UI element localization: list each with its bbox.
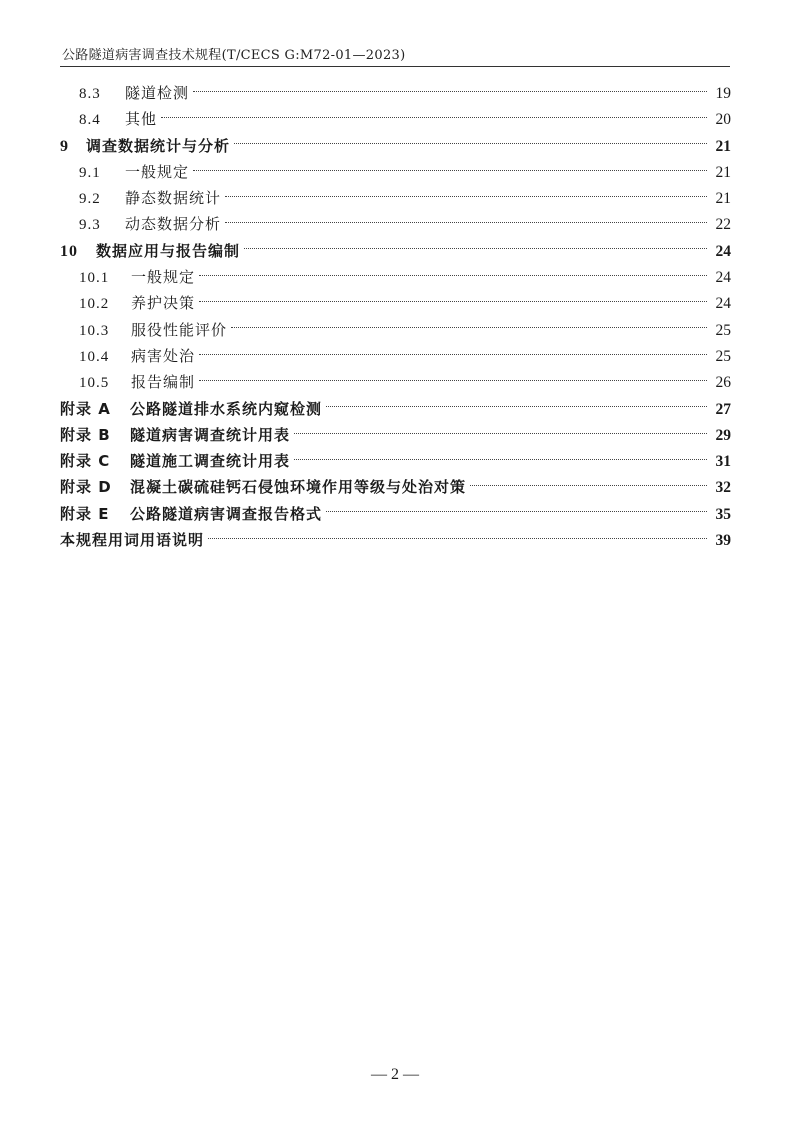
toc-entry-page: 39 bbox=[715, 532, 731, 550]
toc-entry-number: 10.3 bbox=[79, 322, 110, 339]
toc-entry-page: 26 bbox=[715, 374, 731, 392]
toc-entry[interactable] bbox=[60, 450, 731, 476]
toc-entry-title: 服役性能评价 bbox=[131, 320, 228, 339]
toc-entry-title: 隧道检测 bbox=[125, 84, 190, 102]
toc-entry[interactable] bbox=[60, 529, 731, 555]
toc-entry-title: 静态数据统计 bbox=[125, 189, 222, 208]
dot-leader bbox=[234, 143, 707, 144]
toc-entry-number: 附录 E bbox=[60, 504, 110, 523]
running-header: 公路隧道病害调查技术规程(T/CECS G:M72-01—2023) bbox=[62, 48, 406, 63]
toc-entry-title: 数据应用与报告编制 bbox=[96, 241, 241, 260]
toc-entry-page: 21 bbox=[715, 163, 731, 181]
toc-entry-title: 养护决策 bbox=[131, 294, 196, 313]
header-rule bbox=[60, 66, 730, 67]
toc-entry[interactable] bbox=[60, 476, 731, 502]
toc-entry-page: 29 bbox=[715, 426, 731, 444]
toc-entry-number: 10.5 bbox=[79, 375, 110, 392]
toc-entry-title: 隧道病害调查统计用表 bbox=[130, 425, 291, 444]
dot-leader bbox=[199, 301, 707, 302]
toc-entry[interactable] bbox=[60, 398, 731, 424]
toc-entry-number: 8.4 bbox=[79, 112, 101, 129]
toc-entry-page: 35 bbox=[715, 505, 731, 523]
toc-entry-title: 动态数据分析 bbox=[125, 215, 222, 234]
toc-entry-page: 24 bbox=[715, 269, 731, 287]
dot-leader bbox=[199, 275, 707, 276]
toc-entry[interactable] bbox=[60, 345, 731, 371]
toc-entry[interactable] bbox=[60, 82, 731, 108]
toc-entry-page: 20 bbox=[715, 111, 731, 129]
toc-entry[interactable] bbox=[60, 161, 731, 187]
toc-entry-page: 32 bbox=[715, 479, 731, 497]
toc-entry-number: 附录 C bbox=[60, 452, 111, 471]
toc-entry-page: 21 bbox=[715, 190, 731, 208]
toc-entry-title: 一般规定 bbox=[131, 268, 196, 287]
toc-entry-number: 附录 A bbox=[60, 399, 111, 418]
toc-entry-page: 24 bbox=[715, 295, 731, 313]
dot-leader bbox=[161, 117, 707, 118]
toc-entry-number: 9.2 bbox=[79, 191, 101, 208]
toc-entry[interactable] bbox=[60, 108, 731, 134]
toc-entry-page: 19 bbox=[715, 85, 731, 102]
toc-entry-page: 22 bbox=[715, 216, 731, 234]
toc-entry-number: 9.1 bbox=[79, 164, 101, 181]
dot-leader bbox=[244, 248, 707, 249]
dot-leader bbox=[470, 485, 707, 486]
toc-entry[interactable] bbox=[60, 187, 731, 213]
dot-leader bbox=[199, 354, 707, 355]
toc-entry-title: 公路隧道排水系统内窥检测 bbox=[130, 399, 323, 418]
toc-entry-title: 混凝土碳硫硅钙石侵蚀环境作用等级与处治对策 bbox=[130, 478, 467, 497]
dot-leader bbox=[294, 433, 707, 434]
toc-entry-number: 10.2 bbox=[79, 296, 110, 313]
toc-entry[interactable] bbox=[60, 371, 731, 397]
toc-entry[interactable] bbox=[60, 213, 731, 239]
toc-entry[interactable] bbox=[60, 266, 731, 292]
toc-entry-page: 25 bbox=[715, 321, 731, 339]
toc-entry[interactable] bbox=[60, 503, 731, 529]
dot-leader bbox=[294, 459, 707, 460]
toc-entry-number: 9.3 bbox=[79, 217, 101, 234]
toc-entry-title: 调查数据统计与分析 bbox=[86, 136, 231, 155]
toc-entry[interactable] bbox=[60, 240, 731, 266]
toc-entry-number: 10.4 bbox=[79, 348, 110, 365]
dot-leader bbox=[193, 170, 707, 171]
toc-entry-title: 一般规定 bbox=[125, 162, 190, 181]
dot-leader bbox=[193, 91, 707, 92]
toc-entry-number: 8.3 bbox=[79, 86, 101, 102]
toc-entry[interactable] bbox=[60, 319, 731, 345]
dot-leader bbox=[225, 222, 707, 223]
toc-entry-page: 25 bbox=[715, 347, 731, 365]
toc-entry-title: 其他 bbox=[125, 110, 158, 129]
page-number: — 2 — bbox=[371, 1066, 419, 1083]
dot-leader bbox=[199, 380, 707, 381]
toc-entry-page: 27 bbox=[715, 400, 731, 418]
toc-entry-title: 病害处治 bbox=[131, 346, 196, 365]
toc-entry-number: 10 bbox=[60, 242, 78, 260]
dot-leader bbox=[326, 511, 707, 512]
toc-entry-title: 本规程用词用语说明 bbox=[60, 531, 205, 550]
dot-leader bbox=[326, 406, 707, 407]
dot-leader bbox=[225, 196, 707, 197]
toc-entry-number: 附录 D bbox=[60, 478, 112, 497]
table-of-contents bbox=[60, 82, 731, 555]
dot-leader bbox=[231, 327, 707, 328]
toc-entry[interactable] bbox=[60, 135, 731, 161]
toc-entry-page: 24 bbox=[715, 242, 731, 260]
toc-entry-page: 31 bbox=[715, 453, 731, 471]
toc-entry-number: 附录 B bbox=[60, 425, 111, 444]
toc-entry-number: 9 bbox=[60, 137, 69, 155]
dot-leader bbox=[208, 538, 707, 539]
toc-entry-title: 公路隧道病害调查报告格式 bbox=[130, 504, 323, 523]
toc-entry[interactable] bbox=[60, 292, 731, 318]
toc-entry-title: 报告编制 bbox=[131, 373, 196, 392]
toc-entry-number: 10.1 bbox=[79, 270, 110, 287]
toc-entry[interactable] bbox=[60, 424, 731, 450]
toc-entry-title: 隧道施工调查统计用表 bbox=[130, 452, 291, 471]
toc-entry-page: 21 bbox=[715, 137, 731, 155]
